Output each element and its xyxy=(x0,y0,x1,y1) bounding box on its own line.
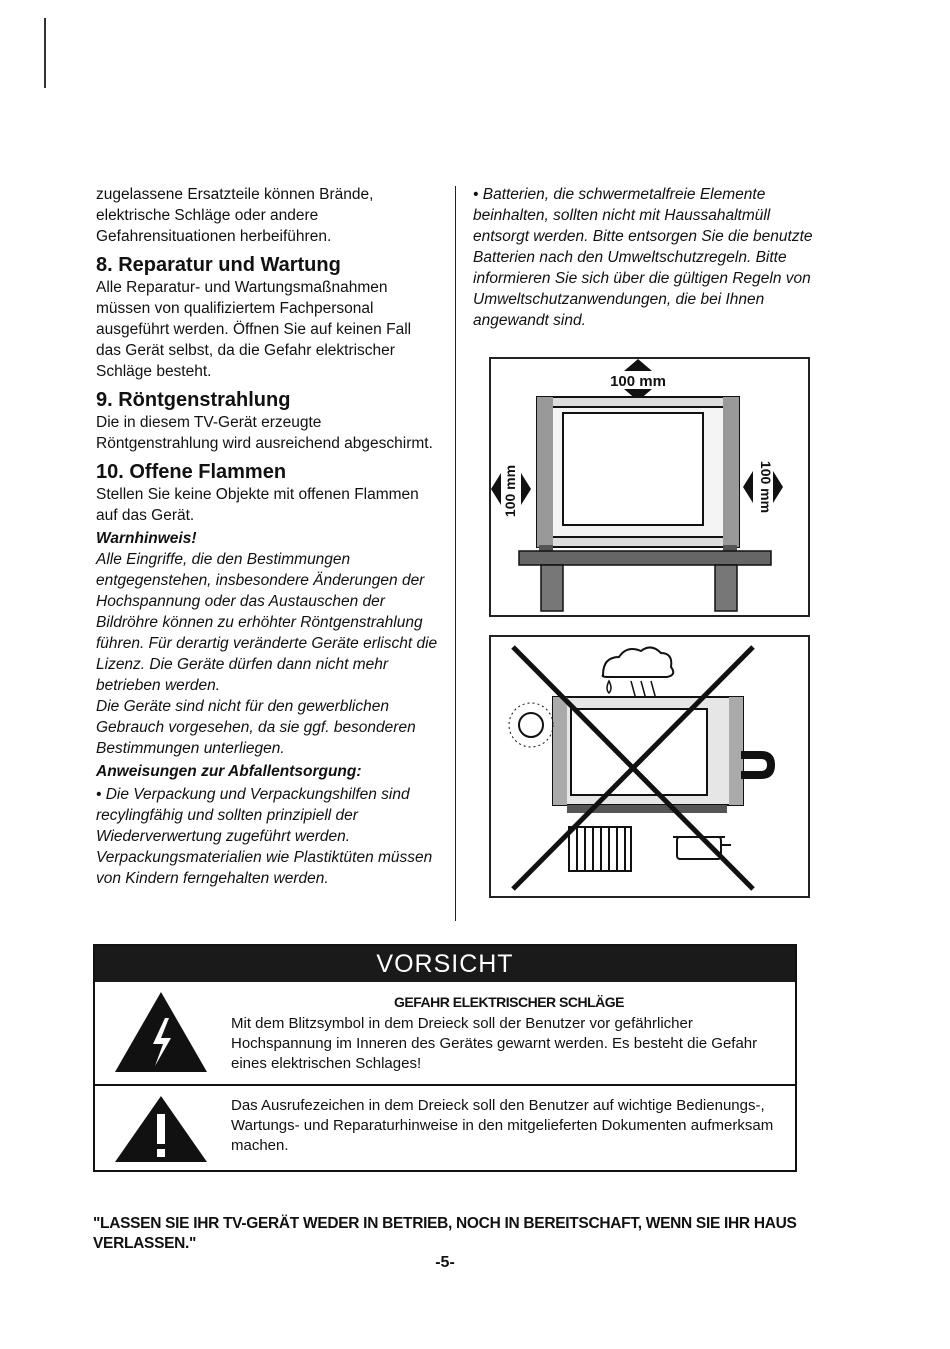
tv-clearance-illustration xyxy=(491,359,808,615)
clearance-figure xyxy=(489,357,810,617)
caution-header xyxy=(95,946,795,982)
disposal-label: Anweisungen zur Abfallentsorgung: xyxy=(96,763,362,780)
margin-mark xyxy=(44,18,46,88)
hazards-illustration xyxy=(491,637,808,896)
intro-text: zugelassene Ersatzteile können Brände, elektrische Schläge oder andere Gefahrensituationen herbeiführen. xyxy=(96,186,374,245)
exclamation-text: Das Ausrufezeichen in dem Dreieck soll den Benutzer auf wichtige Bedienungs-, Wartungs- und Reparaturhinweise in den mitgelieferten Dokumenten aufmerksam machen. xyxy=(231,1097,774,1154)
lightning-warning-icon xyxy=(113,990,209,1074)
caution-box xyxy=(93,944,797,1172)
right-column xyxy=(473,184,813,331)
caution-separator xyxy=(95,1084,795,1086)
left-column xyxy=(96,184,439,889)
section-10-heading: 10. Offene Flammen xyxy=(96,461,287,483)
page-number: -5- xyxy=(435,1254,455,1271)
section-9-heading: 9. Röntgenstrahlung xyxy=(96,389,291,411)
hazards-figure xyxy=(489,635,810,898)
section-8-heading: 8. Reparatur und Wartung xyxy=(96,254,341,276)
right-clearance-label: 100 mm xyxy=(758,460,774,514)
shock-title: GEFAHR ELEKTRISCHER SCHLÄGE xyxy=(394,994,624,1010)
shock-text: Mit dem Blitzsymbol in dem Dreieck soll der Benutzer vor gefährlicher Hochspannung im Inneren des Gerätes gewarnt werden. Es besteht die Gefahr eines elektrischen Schlages! xyxy=(231,1015,758,1072)
column-divider xyxy=(455,186,456,921)
caution-title: VORSICHT xyxy=(376,950,514,978)
exclamation-warning-icon xyxy=(113,1094,209,1164)
warning-text-1: Alle Eingriffe, die den Bestimmungen entgegenstehen, insbesondere Änderungen der Hochspannung oder das Austauschen der Bildröhre können zu erhöhter Röntgenstrahlung führen. Für derartig veränderte Geräte erlischt die Lizenz. Die Geräte dürfen dann nicht mehr betrieben werden. xyxy=(96,551,438,694)
section-10-text: Stellen Sie keine Objekte mit offenen Flammen auf das Gerät. xyxy=(96,486,419,524)
footer-note: "LASSEN SIE IHR TV-GERÄT WEDER IN BETRIEB, NOCH IN BEREITSCHAFT, WENN SIE IHR HAUS VERLASSEN." xyxy=(93,1215,797,1252)
warning-label: Warnhinweis! xyxy=(96,530,197,547)
section-8-text: Alle Reparatur- und Wartungsmaßnahmen müssen von qualifiziertem Fachpersonal ausgeführt werden. Öffnen Sie auf keinen Fall das Gerät selbst, da die Gefahr elektrischer Schläge besteht. xyxy=(96,279,412,380)
disposal-text: • Die Verpackung und Verpackungshilfen sind recylingfähig und sollten prinzipiell der Wiederverwertung zugeführt werden. Verpackungsmaterialien wie Plastiktüten müssen von Kindern ferngehalten werden. xyxy=(96,786,433,887)
warning-text-2: Die Geräte sind nicht für den gewerblichen Gebrauch vorgesehen, da sie ggf. besonderen Bestimmungen unterliegen. xyxy=(96,698,416,757)
section-9-text: Die in diesem TV-Gerät erzeugte Röntgenstrahlung wird ausreichend abgeschirmt. xyxy=(96,414,433,452)
top-clearance-label: 100 mm xyxy=(610,373,666,390)
battery-text: • Batterien, die schwermetalfreie Elemente beinhalten, sollten nicht mit Haussahaltmüll entsorgt werden. Bitte entsorgen Sie die benutzte Batterien nach den Umweltschutzregeln. Bitte informieren Sie sich über die gültigen Regeln von Umweltschutzanwendungen, die bei Ihnen angewandt sind. xyxy=(473,186,813,329)
left-clearance-label: 100 mm xyxy=(502,464,518,518)
